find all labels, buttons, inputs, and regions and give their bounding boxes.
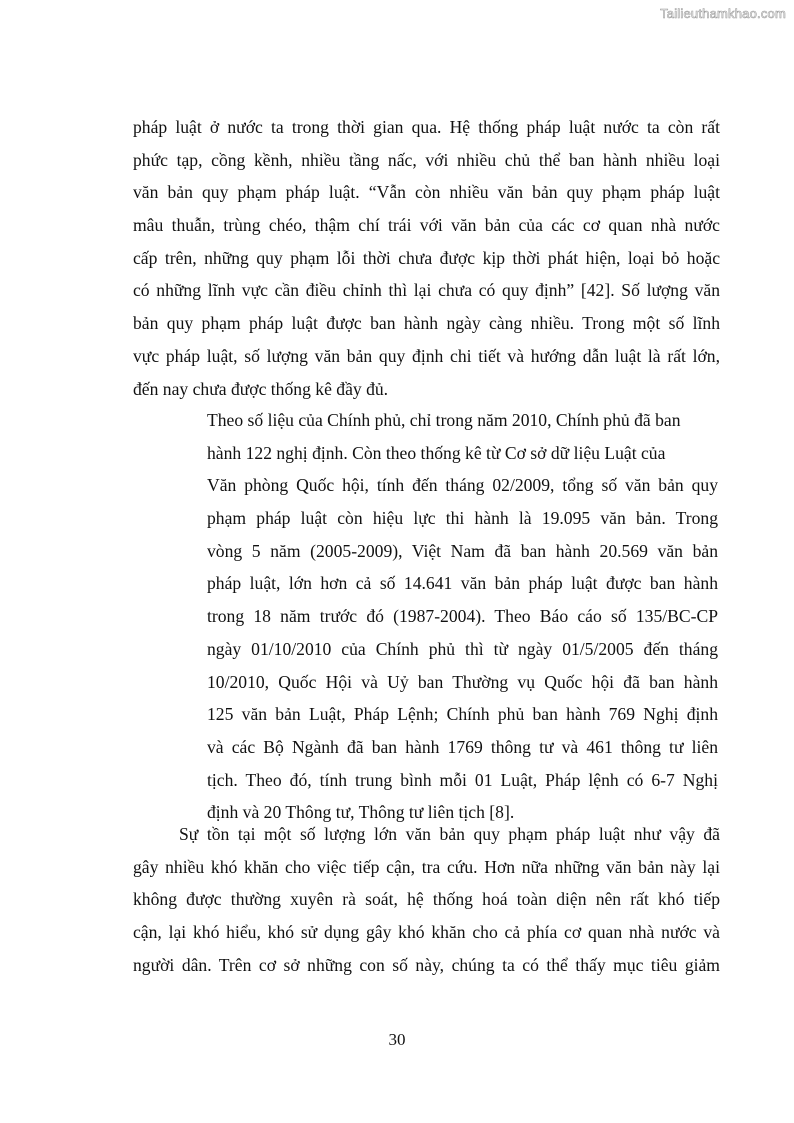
text-line: Sự tồn tại một số lượng lớn văn bản quy phạm pháp luật như vậy đã — [179, 824, 720, 844]
page-number: 30 — [388, 1030, 406, 1049]
quote-line: phạm pháp luật còn hiệu lực thi hành là 19.095 văn bản. Trong — [207, 508, 718, 529]
text-line: cấp trên, những quy phạm lỗi thời chưa được kịp thời phát hiện, loại bỏ hoặc — [133, 247, 720, 268]
text-line: văn bản quy phạm pháp luật. “Vẫn còn nhiều văn bản quy phạm pháp luật — [133, 182, 720, 203]
text-line: gây nhiều khó khăn cho việc tiếp cận, tra cứu. Hơn nữa những văn bản này lại — [133, 856, 720, 877]
text-line: bản quy phạm pháp luật được ban hành ngày càng nhiều. Trong một số lĩnh — [133, 313, 720, 334]
quote-line: 125 văn bản Luật, Pháp Lệnh; Chính phủ ban hành 769 Nghị định — [207, 704, 718, 725]
watermark: Tailieuthamkhao.com — [660, 6, 786, 21]
quote-line: pháp luật, lớn hơn cả số 14.641 văn bản pháp luật được ban hành — [207, 573, 718, 594]
text-line: người dân. Trên cơ sở những con số này, chúng ta có thể thấy mục tiêu giảm — [133, 954, 720, 975]
quote-line: tịch. Theo đó, tính trung bình mỗi 01 Luật, Pháp lệnh có 6-7 Nghị — [207, 769, 718, 790]
text-line: phức tạp, cồng kềnh, nhiều tầng nấc, với nhiều chủ thể ban hành nhiều loại — [133, 149, 720, 170]
paragraph-2 — [133, 818, 720, 981]
quote-line: vòng 5 năm (2005-2009), Việt Nam đã ban hành 20.569 văn bản — [207, 540, 718, 561]
text-line: đến nay chưa được thống kê đầy đủ. — [133, 378, 389, 399]
text-line: pháp luật ở nước ta trong thời gian qua. Hệ thống pháp luật nước ta còn rất — [133, 117, 720, 137]
quote-line: 10/2010, Quốc Hội và Uỷ ban Thường vụ Quốc hội đã ban hành — [207, 671, 718, 692]
quote-line: Văn phòng Quốc hội, tính đến tháng 02/2009, tổng số văn bản quy — [207, 475, 718, 496]
quote-line: trong 18 năm trước đó (1987-2004). Theo Báo cáo số 135/BC-CP — [207, 606, 718, 627]
text-line: mâu thuẫn, trùng chéo, thậm chí trái với văn bản của các cơ quan nhà nước — [133, 215, 720, 236]
text-line: có những lĩnh vực cần điều chỉnh thì lại chưa có quy định” [42]. Số lượng văn — [133, 280, 720, 301]
block-quote — [207, 404, 718, 829]
quote-line: Theo số liệu của Chính phủ, chỉ trong năm 2010, Chính phủ đã ban — [207, 410, 681, 430]
quote-line: hành 122 nghị định. Còn theo thống kê từ Cơ sở dữ liệu Luật của — [207, 442, 666, 463]
quote-line: và các Bộ Ngành đã ban hành 1769 thông tư và 461 thông tư liên — [207, 736, 718, 757]
paragraph-1 — [133, 111, 720, 405]
quote-line: ngày 01/10/2010 của Chính phủ thì từ ngày 01/5/2005 đến tháng — [207, 638, 718, 659]
text-line: cận, lại khó hiểu, khó sử dụng gây khó khăn cho cả phía cơ quan nhà nước và — [133, 922, 720, 943]
text-line: không được thường xuyên rà soát, hệ thống hoá toàn diện nên rất khó tiếp — [133, 889, 720, 910]
text-line: vực pháp luật, số lượng văn bản quy định chi tiết và hướng dẫn luật là rất lớn, — [133, 345, 720, 366]
quote-line: định và 20 Thông tư, Thông tư liên tịch [8]. — [207, 802, 515, 823]
